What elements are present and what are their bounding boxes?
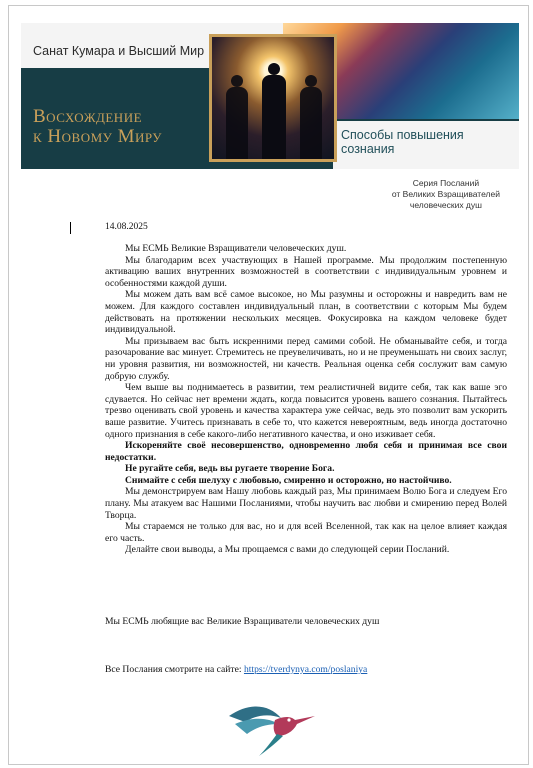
series-note-line2: от Великих Взращивателей (391, 189, 500, 199)
main-title (33, 107, 162, 147)
banner-subtitle: Способы повышения сознания (341, 128, 464, 156)
site-prefix: Все Послания смотрите на сайте: (105, 664, 242, 675)
body-paragraph: Мы благодарим всех участвующих в Нашей программе. Мы продолжим постепенную активацию ваших внутренних возможностей в соответствии с индивидуальным уровнем и особенностями каждой души. (105, 254, 507, 289)
body-paragraph: Мы можем дать вам всё самое высокое, но Мы разумны и осторожны и навредить вам не можем. Для каждого составлен индивидуальный план, в соответствии с которым Мы будем действовать на протяжении нескольких месяцев. Фокусировка на каждом человеке будет индивидуальной. (105, 289, 507, 336)
site-line (105, 664, 367, 675)
body-paragraph: Не ругайте себя, ведь вы ругаете творение Бога. (125, 463, 335, 475)
document-page (8, 5, 529, 765)
body-paragraph: Мы стараемся не только для вас, но и для всей Вселенной, так как на целое влияет каждая его часть. (105, 521, 507, 544)
figure-silhouette (300, 87, 322, 159)
body-paragraph: Делайте свои выводы, а Мы прощаемся с вами до следующей серии Посланий. (125, 544, 450, 556)
message-body (105, 243, 507, 556)
body-paragraph: Снимайте с себя шелуху с любовью, смиренно и осторожно, но настойчиво. (125, 474, 452, 486)
series-title: Санат Кумара и Высший Мир (33, 44, 205, 58)
ascended-masters-image (209, 34, 337, 162)
main-title-line2: к Новому Миру (33, 126, 162, 147)
header-banner (21, 23, 519, 169)
series-note (392, 178, 500, 211)
body-paragraph: Мы демонстрируем вам Нашу любовь каждый раз, Мы принимаем Волю Бога и следуем Его плану. Мы атакуем вас Нашими Посланиями, чтобы научить вас любви и смирению перед Волей Творца. (105, 486, 507, 521)
figure-silhouette (262, 75, 286, 159)
hummingbird-logo (225, 694, 317, 758)
message-date: 14.08.2025 (105, 222, 148, 232)
body-paragraph: Искореняйте своё несовершенство, одновременно любя себя и принимая все свои недостатки. (105, 440, 507, 463)
main-title-line1: Восхождение (33, 106, 143, 127)
series-note-line1: Серия Посланий (412, 178, 480, 188)
body-paragraph: Мы призываем вас быть искренними перед самими собой. Не обманывайте себя, и тогда разочарование вас минует. Стремитесь не преувеличивать, но и не преуменьшать ни своих заслуг, ни уровня развития, ни возможностей, ни качеств. Реальная оценка себя сослужит вам самую добрую службу. (105, 335, 507, 382)
body-paragraph: Мы ЕСМЬ Великие Взращиватели человеческих душ. (125, 243, 347, 254)
series-note-line3: человеческих душ (409, 200, 482, 210)
text-cursor (70, 222, 71, 234)
body-paragraph: Чем выше вы поднимаетесь в развитии, тем реалистичней видите себя, так как ваше эго сдувается. Но сейчас нет времени ждать, когда повысится уровень вашего сознания. Пытайтесь трезво оценивать свой уровень и качества характера уже сейчас, ведь это позволит вам ускорить ваше развитие. Учитесь признавать в себе то, что кажется невероятным, ведь иногда достаточно одного признания в себе какого-либо негативного качества, и оно изживает себя. (105, 382, 507, 440)
signature: Мы ЕСМЬ любящие вас Великие Взращиватели человеческих душ (105, 616, 380, 627)
figure-silhouette (226, 87, 248, 159)
site-link[interactable]: https://tverdynya.com/poslaniya (243, 664, 368, 675)
